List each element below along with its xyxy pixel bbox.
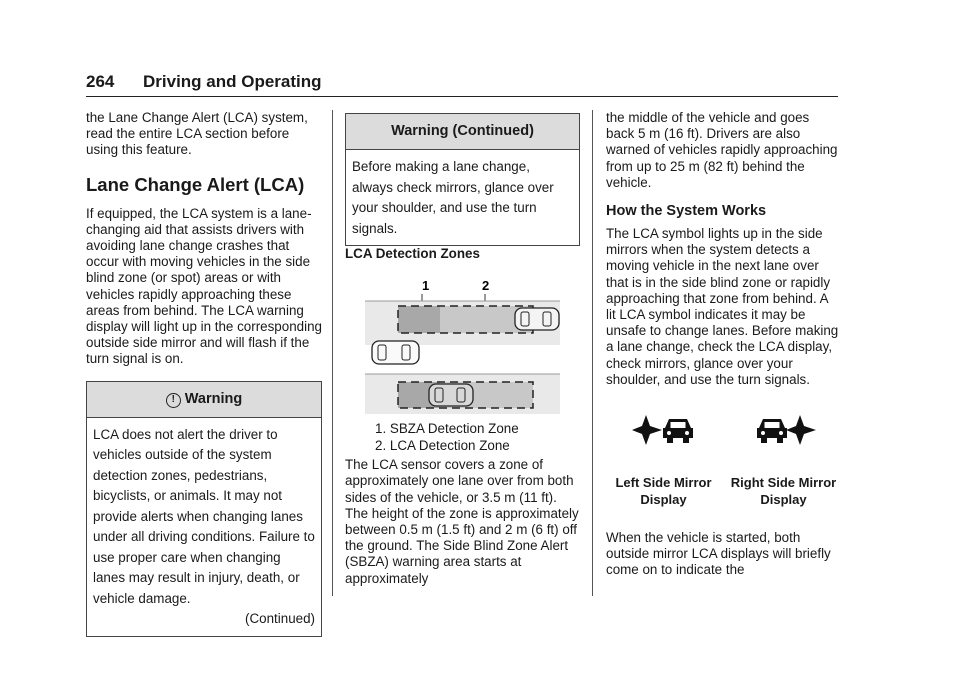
adjacent-car-bottom (429, 384, 473, 406)
warning-continued-header: Warning (Continued) (346, 114, 579, 150)
warning-icon: ! (166, 393, 181, 408)
callout-1: 1 (422, 278, 430, 294)
intro-paragraph: the Lane Change Alert (LCA) system, read the entire LCA section before using this feature. (86, 110, 308, 158)
startup-paragraph: When the vehicle is started, both outside mirror LCA displays will briefly come on to indicate the (606, 530, 831, 578)
warning-continued-text: Before making a lane change, always check mirrors, glance over your shoulder, and use the turn signals. (352, 159, 554, 236)
mirror-display-icons (606, 400, 841, 508)
page-number: 264 (86, 72, 115, 91)
legend-text: LCA Detection Zone (389, 438, 510, 454)
sensor-coverage-paragraph: The LCA sensor covers a zone of approximately one lane over from both sides of the vehicle, or 3.5 m (11 ft). The height of the zone is approximately between 0.5 m (1.5 ft) and 2 m (6 ft) off the ground. The Side Blind Zone Alert (SBZA) warning area starts at approximately (345, 457, 579, 586)
page-header (86, 72, 838, 97)
legend-item (375, 420, 580, 437)
warning-text: LCA does not alert the driver to vehicles outside of the system detection zones, pedestrians, bicyclists, or animals. It may not provide alerts when changing lanes under all driving conditions. Failure to use proper care when changing lanes may result in injury, death, or vehicle damage. (93, 426, 315, 606)
callout-2: 2 (482, 278, 490, 294)
column-2 (345, 113, 580, 587)
legend-text: SBZA Detection Zone (389, 421, 519, 437)
lca-description: If equipped, the LCA system is a lane-changing aid that assists drivers with avoiding lane change crashes that occur with moving vehicles in the side blind zone (or spot) areas or with vehicles rapidly approaching these areas from behind. The LCA warning display will light up in the corresponding outside side mirror and will flash if the turn signal is on. (86, 205, 322, 367)
how-system-works-heading: How the System Works (606, 203, 767, 220)
approaching-car-top (515, 308, 559, 330)
right-mirror-display (726, 400, 841, 508)
left-mirror-display (606, 400, 721, 508)
column-divider (592, 110, 593, 596)
warning-title: Warning (184, 390, 243, 407)
continued-label: (Continued) (245, 611, 315, 627)
warning-box (86, 381, 322, 637)
lca-left-mirror-icon (629, 412, 699, 450)
legend-number: 2. (375, 438, 387, 454)
intro-paragraph: the middle of the vehicle and goes back 5 m (16 ft). Drivers are also warned of vehicles rapidly approaching from up to 25 m (82 ft) behind the vehicle. (606, 110, 838, 190)
warning-continued-box (345, 113, 580, 246)
figure-title: LCA Detection Zones (345, 246, 480, 261)
sbza-zone-left (398, 306, 440, 333)
host-vehicle (372, 341, 419, 364)
figure-legend (345, 420, 580, 454)
column-3 (606, 110, 841, 579)
how-system-works-paragraph: The LCA symbol lights up in the side mirrors when the system detects a moving vehicle in the next lane over that is in the side blind zone or rapidly approaching that zone from behind. A lit LCA symbol indicates it may be unsafe to change lanes. Before making a lane change, check the LCA display, check mirrors, glance over your shoulder, and use the turn signals. (606, 226, 839, 387)
column-1 (86, 110, 322, 637)
column-divider (332, 110, 333, 596)
icon-label: Right Side Mirror Display (730, 475, 837, 508)
icon-label: Left Side Mirror Display (615, 475, 712, 508)
legend-number: 1. (375, 421, 387, 437)
legend-item (375, 437, 580, 454)
section-title: Driving and Operating (143, 72, 322, 91)
lca-heading: Lane Change Alert (LCA) (86, 173, 305, 195)
warning-header (87, 382, 321, 418)
lca-detection-zones-diagram (345, 278, 580, 416)
warning-body (87, 418, 321, 636)
lca-right-mirror-icon (749, 412, 819, 450)
